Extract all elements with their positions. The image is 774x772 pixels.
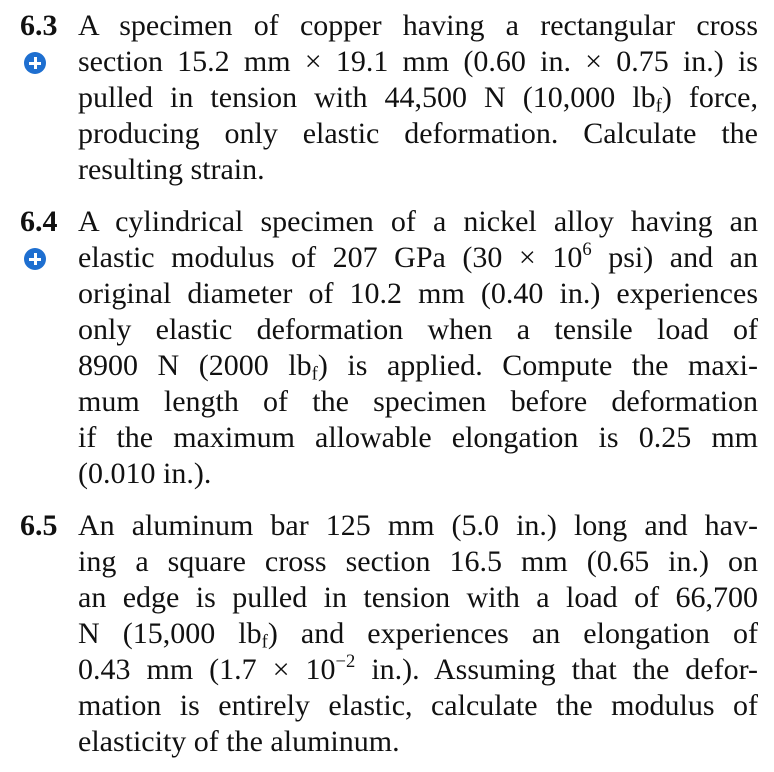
problem-text-line: original diameter of 10.2 mm (0.40 in.) experiences <box>78 277 758 310</box>
problem-number: 6.5 <box>20 509 58 542</box>
problem-text-line: mum length of the specimen before deformation <box>78 385 758 418</box>
problem-text-line: N (15,000 $lb_f$) and experiences an elongation of <box>78 617 758 653</box>
problem-text-line: producing only elastic deformation. Calculate the <box>78 117 758 150</box>
problem-text-line: (0.010 in.). <box>78 457 212 490</box>
problem-text-line: pulled in tension with 44,500 N (10,000 $lb_f$) force, <box>78 81 758 117</box>
problem-text-line: 0.43 mm ($1.7 \times 10^{-2}$ in.). Assuming that the defor- <box>78 650 758 686</box>
problem-text-line: An aluminum bar 125 mm (5.0 in.) long and hav- <box>78 509 758 542</box>
problem-text-line: resulting strain. <box>78 153 265 186</box>
problem-number: 6.4 <box>20 205 58 238</box>
plus-icon[interactable] <box>24 248 46 270</box>
problem-text-line: if the maximum allowable elongation is 0.25 mm <box>78 421 758 454</box>
problem-text-line: mation is entirely elastic, calculate the modulus of <box>78 689 758 722</box>
problem-text-line: section 15.2 mm × 19.1 mm (0.60 in. × 0.75 in.) is <box>78 45 758 78</box>
problem-text-line: an edge is pulled in tension with a load of 66,700 <box>78 581 758 614</box>
problem-text-line: elastic modulus of 207 GPa ($30 \times 10^6$ psi) and an <box>78 238 758 274</box>
problem-text-line: A cylindrical specimen of a nickel alloy having an <box>78 205 758 238</box>
problem-text-line: A specimen of copper having a rectangular cross <box>78 9 758 42</box>
problem-text-line: elasticity of the aluminum. <box>78 725 400 758</box>
problem-text-line: 8900 N (2000 $lb_f$) is applied. Compute the maxi- <box>78 349 758 385</box>
problem-number: 6.3 <box>20 9 58 42</box>
plus-icon[interactable] <box>24 52 46 74</box>
problem-text-line: only elastic deformation when a tensile load of <box>78 313 758 346</box>
problem-text-line: ing a square cross section 16.5 mm (0.65 in.) on <box>78 545 758 578</box>
